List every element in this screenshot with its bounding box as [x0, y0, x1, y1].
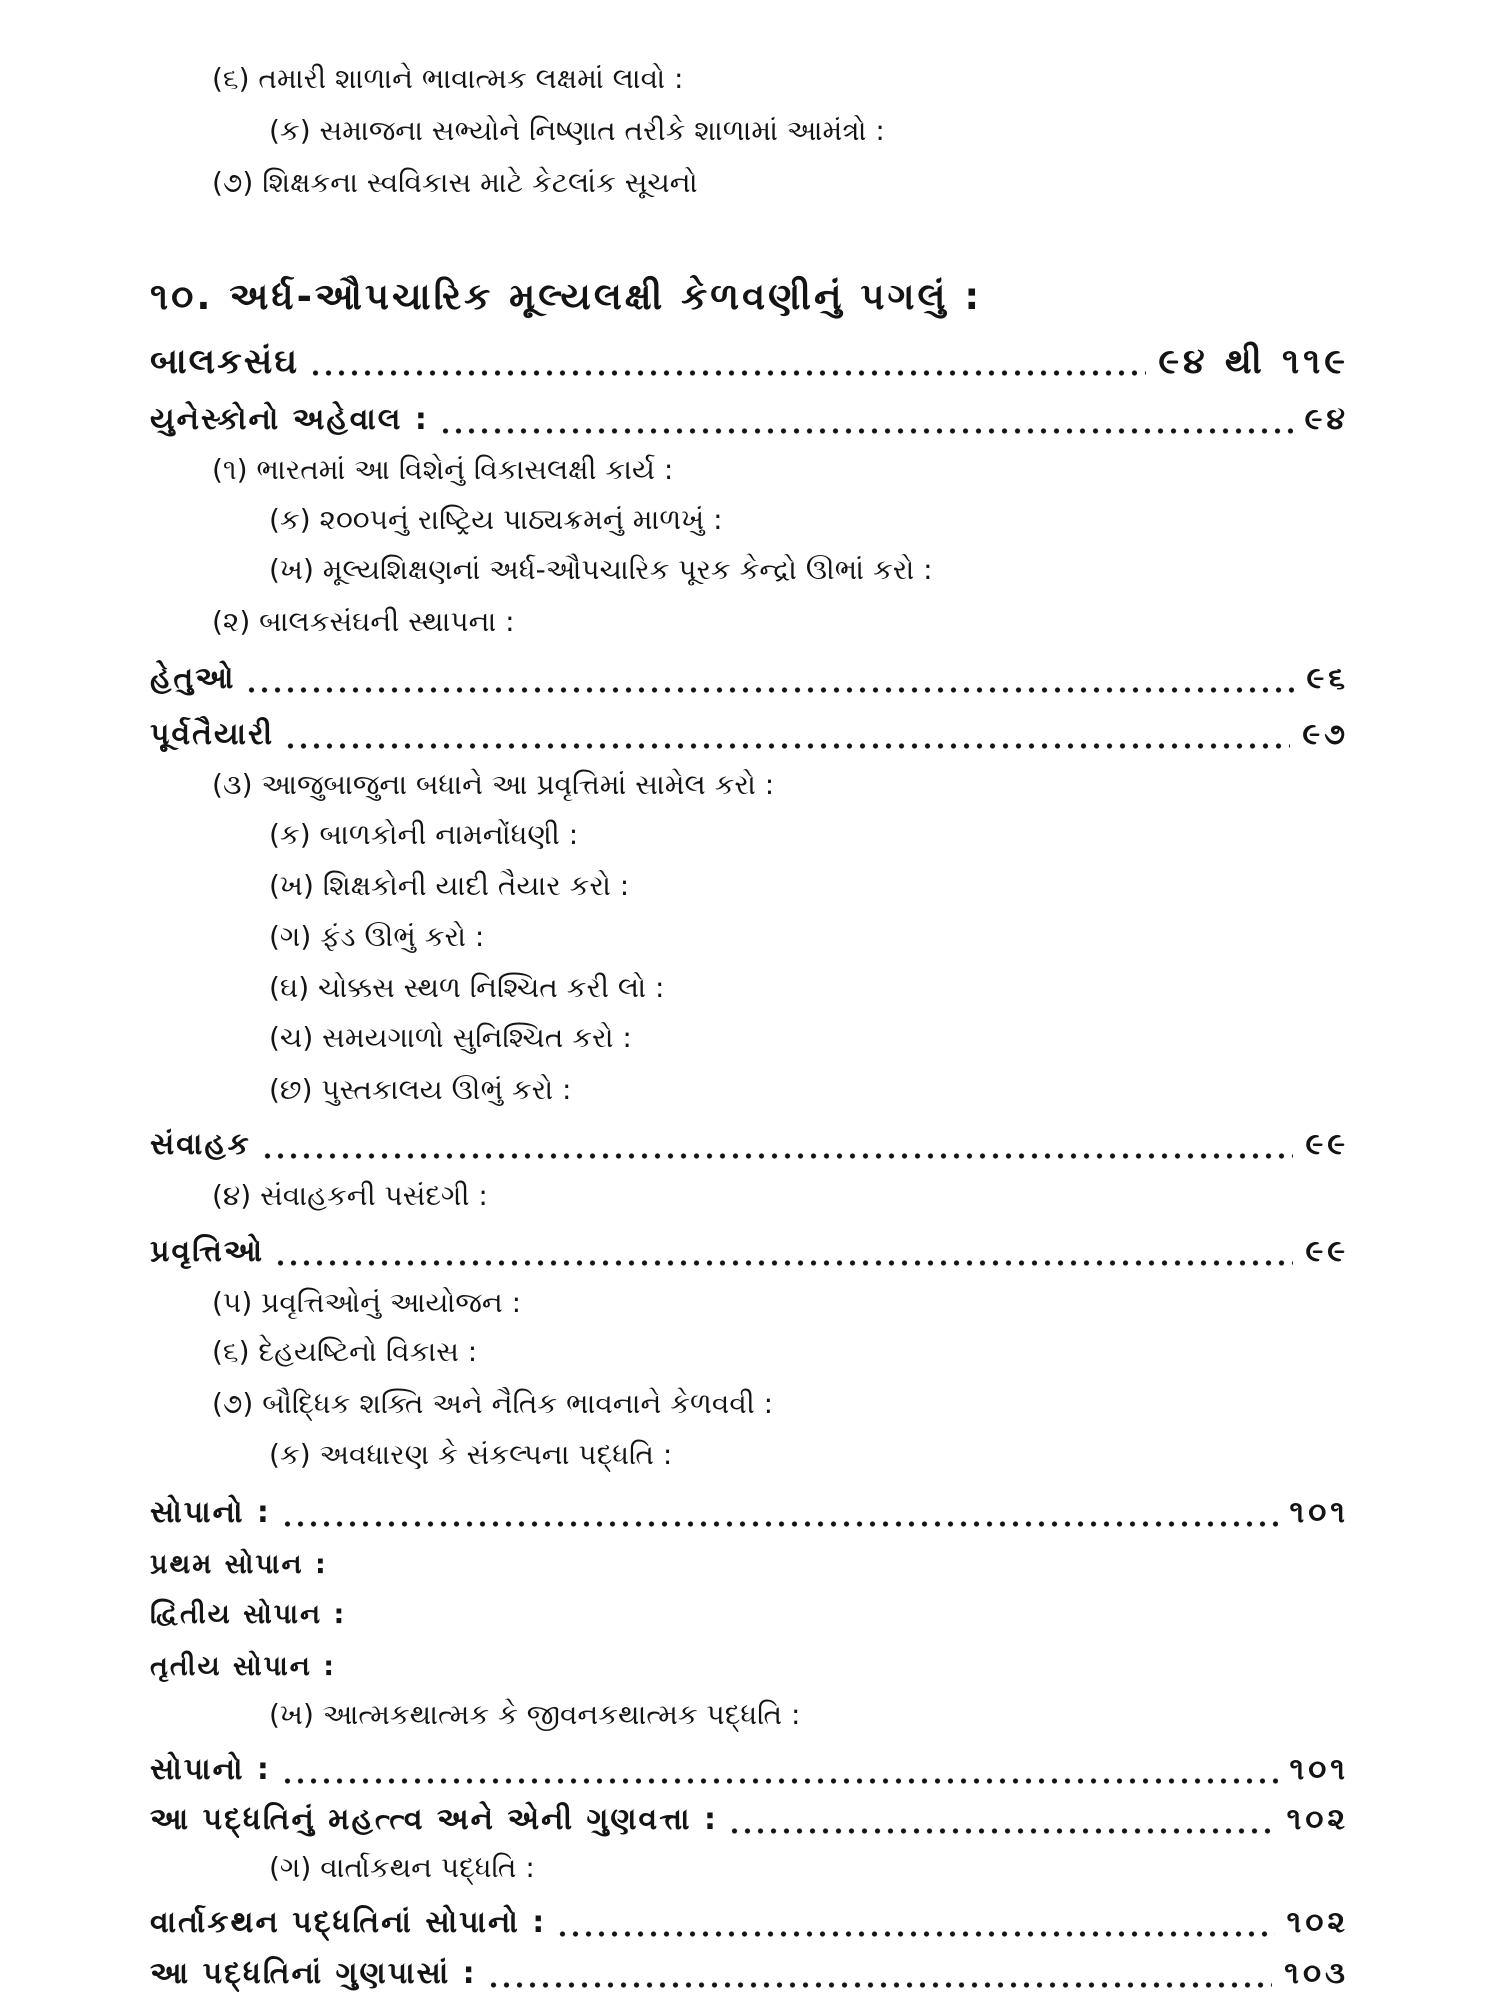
dot-leader [487, 1952, 1273, 1996]
toc-subitem: (૫) પ્રવૃત્તિઓનું આયોજન : [212, 1286, 522, 1319]
page-number: ૧૦૨ [1286, 1802, 1349, 1837]
toc-subitem: (૧) ભારતમાં આ વિશેનું વિકાસલક્ષી કાર્ય : [212, 453, 674, 486]
toc-entry [150, 1491, 1349, 1535]
step-heading: તૃતીય સોપાન : [150, 1651, 337, 1682]
toc-subitem: (ખ) શિક્ષકોની યાદી તૈયાર કરો : [269, 869, 630, 902]
section-heading: ૧૦. અર્ધ-ઔપચારિક મૂલ્યલક્ષી કેળવણીનું પગલું : [150, 275, 983, 318]
dot-leader [281, 1748, 1278, 1792]
entry-label: પૂર્વતૈયારી [150, 717, 275, 752]
page-number: ૯૪ થી ૧૧૯ [1158, 342, 1349, 382]
entry-label: હેતુઓ [150, 661, 236, 696]
entry-label: આ પદ્ધતિનું મહત્ત્વ અને એની ગુણવત્તા : [150, 1802, 718, 1837]
toc-entry [150, 657, 1349, 701]
toc-subitem: (૭) શિક્ષકના સ્વવિકાસ માટે કેટલાંક સૂચનો [212, 166, 698, 199]
dot-leader [556, 1901, 1274, 1945]
entry-label: સોપાનો : [150, 1752, 271, 1787]
toc-subitem: (૬) દેહયષ્ટિનો વિકાસ : [212, 1335, 478, 1368]
entry-label: સોપાનો : [150, 1495, 271, 1530]
dot-leader [245, 657, 1294, 701]
entry-label: વાર્તાકથન પદ્ધતિનાં સોપાનો : [150, 1905, 547, 1940]
toc-entry [150, 1952, 1349, 1996]
page-number: ૯૯ [1305, 1127, 1349, 1162]
toc-subitem: (ખ) મૂલ્યશિક્ષણનાં અર્ધ-ઔપચારિક પૂરક કેન્દ્રો ઊભાં કરો : [269, 553, 933, 586]
toc-entry [150, 1748, 1349, 1792]
toc-subitem: (૨) બાલકસંઘની સ્થાપના : [212, 605, 515, 638]
page-number: ૧૦૨ [1286, 1905, 1349, 1940]
toc-subitem: (ક) સમાજના સભ્યોને નિષ્ણાત તરીકે શાળામાં આમંત્રો : [269, 114, 885, 147]
page-number: ૯૪ [1304, 402, 1349, 437]
entry-label: યુનેસ્કોનો અહેવાલ : [150, 402, 429, 437]
page-number: ૯૬ [1306, 661, 1349, 696]
dot-leader [284, 713, 1290, 757]
dot-leader [439, 398, 1293, 442]
page-number: ૯૭ [1302, 717, 1349, 752]
dot-leader [274, 1230, 1293, 1274]
toc-subitem: (ઘ) ચોક્કસ સ્થળ નિશ્ચિત કરી લો : [269, 971, 665, 1004]
dot-leader [281, 1491, 1278, 1535]
page-number: ૧૦૩ [1284, 1956, 1349, 1991]
dot-leader [728, 1798, 1275, 1842]
toc-subitem: (ક) અવધારણ કે સંકલ્પના પદ્ધતિ : [269, 1438, 673, 1471]
toc-subitem: (૪) સંવાહકની પસંદગી : [212, 1179, 488, 1212]
toc-entry [150, 713, 1349, 757]
entry-label: પ્રવૃત્તિઓ [150, 1234, 265, 1269]
dot-leader [309, 340, 1146, 384]
toc-subitem: (ક) ૨૦૦૫નું રાષ્ટ્રિય પાઠ્યક્રમનું માળખું : [269, 503, 723, 536]
entry-label: બાલકસંઘ [150, 342, 300, 382]
toc-subitem: (ક) બાળકોની નામનોંધણી : [269, 818, 579, 851]
dot-leader [261, 1123, 1294, 1167]
toc-subitem: (ગ) ફંડ ઊભું કરો : [269, 920, 485, 953]
page-number: ૧૦૧ [1289, 1495, 1349, 1530]
toc-subitem: (છ) પુસ્તકાલય ઊભું કરો : [269, 1073, 572, 1106]
entry-label: સંવાહક [150, 1127, 251, 1162]
page-number: ૧૦૧ [1289, 1752, 1349, 1787]
toc-entry [150, 1123, 1349, 1167]
toc-subitem: (૩) આજુબાજુના બધાને આ પ્રવૃત્તિમાં સામેલ કરો : [212, 768, 775, 801]
toc-entry [150, 340, 1349, 384]
toc-entry [150, 1901, 1349, 1945]
toc-subitem: (ખ) આત્મકથાત્મક કે જીવનકથાત્મક પદ્ધતિ : [269, 1698, 801, 1731]
toc-subitem: (ગ) વાર્તાકથન પદ્ધતિ : [269, 1851, 535, 1884]
step-heading: પ્રથમ સોપાન : [150, 1549, 328, 1580]
toc-entry [150, 398, 1349, 442]
toc-subitem: (૬) તમારી શાળાને ભાવાત્મક લક્ષમાં લાવો : [212, 62, 684, 95]
entry-label: આ પદ્ધતિનાં ગુણપાસાં : [150, 1956, 477, 1991]
toc-subitem: (ચ) સમયગાળો સુનિશ્ચિત કરો : [269, 1021, 632, 1054]
step-heading: દ્વિતીય સોપાન : [150, 1599, 347, 1630]
toc-entry [150, 1798, 1349, 1842]
toc-subitem: (૭) બૌદ્ધિક શક્તિ અને નૈતિક ભાવનાને કેળવવી : [212, 1387, 774, 1420]
page-number: ૯૯ [1305, 1234, 1349, 1269]
toc-entry [150, 1230, 1349, 1274]
